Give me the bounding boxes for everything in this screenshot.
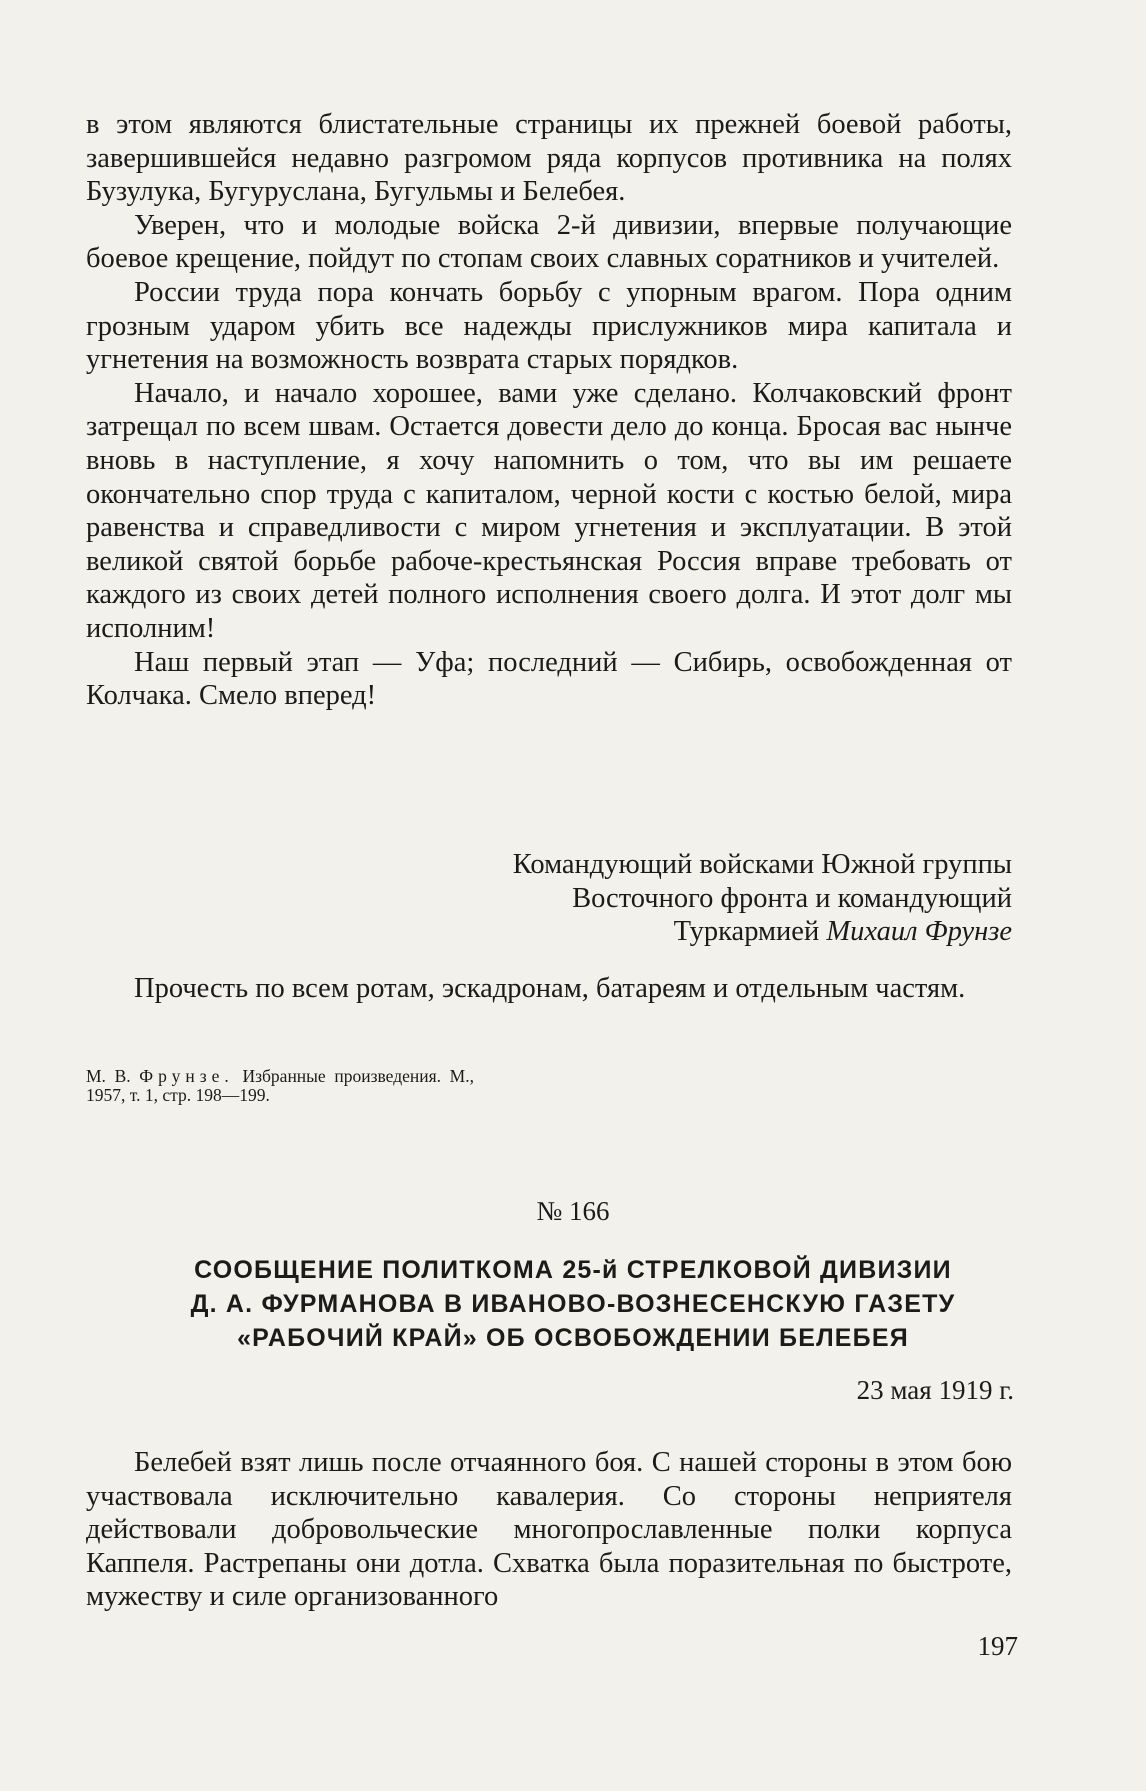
document-title — [120, 1253, 1026, 1355]
page-number: 197 — [977, 1631, 1018, 1661]
second-text-block — [86, 1446, 1012, 1614]
title-line: «РАБОЧИЙ КРАЙ» ОБ ОСВОБОЖДЕНИИ БЕЛЕБЕЯ — [237, 1324, 909, 1352]
document-number: № 166 — [536, 1196, 610, 1226]
signature-line: Командующий войсками Южной группы — [512, 849, 1012, 880]
paragraph: Белебей взят лишь после отчаянного боя. С нашей стороны в этом бою участвовала исключительно кавалерия. Со стороны неприятеля действовали добровольческие многопрославленные полки корпуса Каппеля. Растрепаны они дотла. Схватка была поразительная по быстроте, мужеству и силе организованного — [86, 1447, 1012, 1613]
source-citation — [86, 1067, 474, 1105]
signature-line — [513, 915, 1012, 949]
signatory-name: Михаил Фрунзе — [826, 916, 1012, 948]
title-line: СООБЩЕНИЕ ПОЛИТКОМА 25-й СТРЕЛКОВОЙ ДИВИЗИИ — [194, 1256, 952, 1284]
citation-initials: М. В. — [86, 1066, 131, 1086]
signature-line: Восточного фронта и командующий — [572, 882, 1012, 914]
citation-author: Фрунзе. — [139, 1066, 234, 1086]
paragraph: Уверен, что и молодые войска 2-й дивизии, впервые получающие боевое крещение, пойдут по стопам своих славных соратников и учителей. — [86, 209, 1012, 275]
paragraph-continuation: в этом являются блистательные страницы их прежней боевой работы, завершившейся недавно разгромом ряда корпусов противника на полях Бузулука, Бугуруслана, Бугульмы и Белебея. — [86, 109, 1012, 208]
document-date: 23 мая 1919 г. — [856, 1375, 1014, 1405]
instruction-paragraph: Прочесть по всем ротам, эскадронам, батареям и отдельным частям. — [134, 973, 966, 1004]
instruction-note — [86, 972, 1012, 1006]
paragraph: России труда пора кончать борьбу с упорным врагом. Пора одним грозным ударом убить все надежды прислужников мира капитала и угнетения на возможность возврата старых порядков. — [86, 276, 1012, 376]
paragraph: Наш первый этап — Уфа; последний — Сибирь, освобожденная от Колчака. Смело вперед! — [86, 646, 1012, 712]
signature-title: Туркармией — [673, 916, 820, 948]
main-text-block — [86, 108, 1012, 713]
title-line: Д. А. ФУРМАНОВА В ИВАНОВО-ВОЗНЕСЕНСКУЮ ГАЗЕТУ — [190, 1290, 956, 1318]
signature-block — [513, 848, 1012, 949]
citation-details: Избранные произведения. М., 1957, т. 1, стр. 198—199. — [86, 1066, 474, 1105]
paragraph: Начало, и начало хорошее, вами уже сделано. Колчаковский фронт затрещал по всем швам. Остается довести дело до конца. Бросая вас нынче вновь в наступление, я хочу напомнить о том, что вы им решаете окончательно спор труда с капиталом, черной кости с костью белой, мира равенства и справедливости с миром угнетения и эксплуатации. В этой великой святой борьбе рабоче-крестьянская Россия вправе требовать от каждого из своих детей полного исполнения своего долга. И этот долг мы исполним! — [86, 377, 1012, 644]
